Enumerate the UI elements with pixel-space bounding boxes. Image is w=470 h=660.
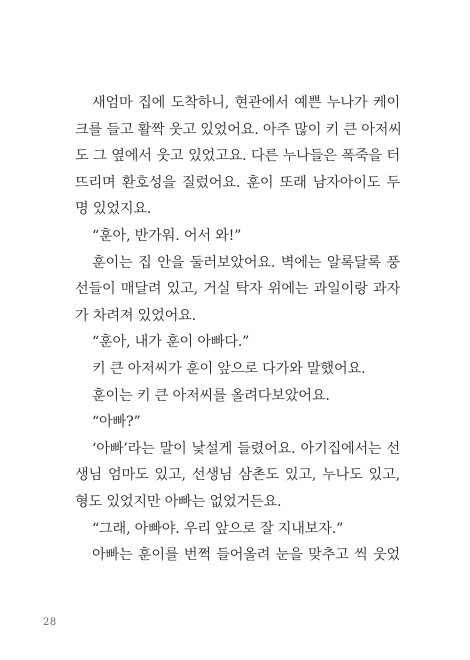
dialogue-line: “그래, 아빠야. 우리 앞으로 잘 지내보자.”	[92, 520, 344, 537]
dialogue-line: “훈아, 내가 훈이 아빠다.”	[92, 334, 250, 351]
text-line: 생님 엄마도 있고, 선생님 삼촌도 있고, 누나도 있고,	[75, 467, 400, 484]
text-line: 선들이 매달려 있고, 거실 탁자 위에는 과일이랑 과자	[75, 281, 400, 298]
dialogue-line: “훈아, 반가워. 어서 와!”	[92, 227, 242, 244]
text-line: 훈이는 집 안을 둘러보았어요. 벽에는 알록달록 풍	[92, 254, 400, 271]
text-line: 뜨리며 환호성을 질렀어요. 훈이 또래 남자아이도 두	[75, 174, 400, 191]
text-line: ‘아빠’라는 말이 낯설게 들렸어요. 아기집에서는 선	[92, 440, 400, 457]
text-line: 형도 있었지만 아빠는 없었거든요.	[75, 493, 282, 510]
text-line: 도 그 옆에서 웃고 있었고요. 다른 누나들은 폭죽을 터	[75, 148, 400, 165]
text-line: 훈이는 키 큰 아저씨를 올려다보았어요.	[92, 387, 330, 404]
text-line: 명 있었지요.	[75, 201, 152, 218]
text-line: 아빠는 훈이를 번쩍 들어올려 눈을 맞추고 씩 웃었	[92, 547, 400, 564]
text-line: 크를 들고 활짝 웃고 있었어요. 아주 많이 키 큰 아저씨	[75, 121, 402, 138]
body-text	[75, 90, 400, 569]
text-line: 새엄마 집에 도착하니, 현관에서 예쁜 누나가 케이	[92, 95, 400, 111]
page-number: 28	[43, 617, 57, 628]
dialogue-line: “아빠?”	[92, 414, 141, 431]
text-line: 키 큰 아저씨가 훈이 앞으로 다가와 말했어요.	[92, 360, 366, 377]
text-line: 가 차려져 있었어요.	[75, 307, 196, 324]
